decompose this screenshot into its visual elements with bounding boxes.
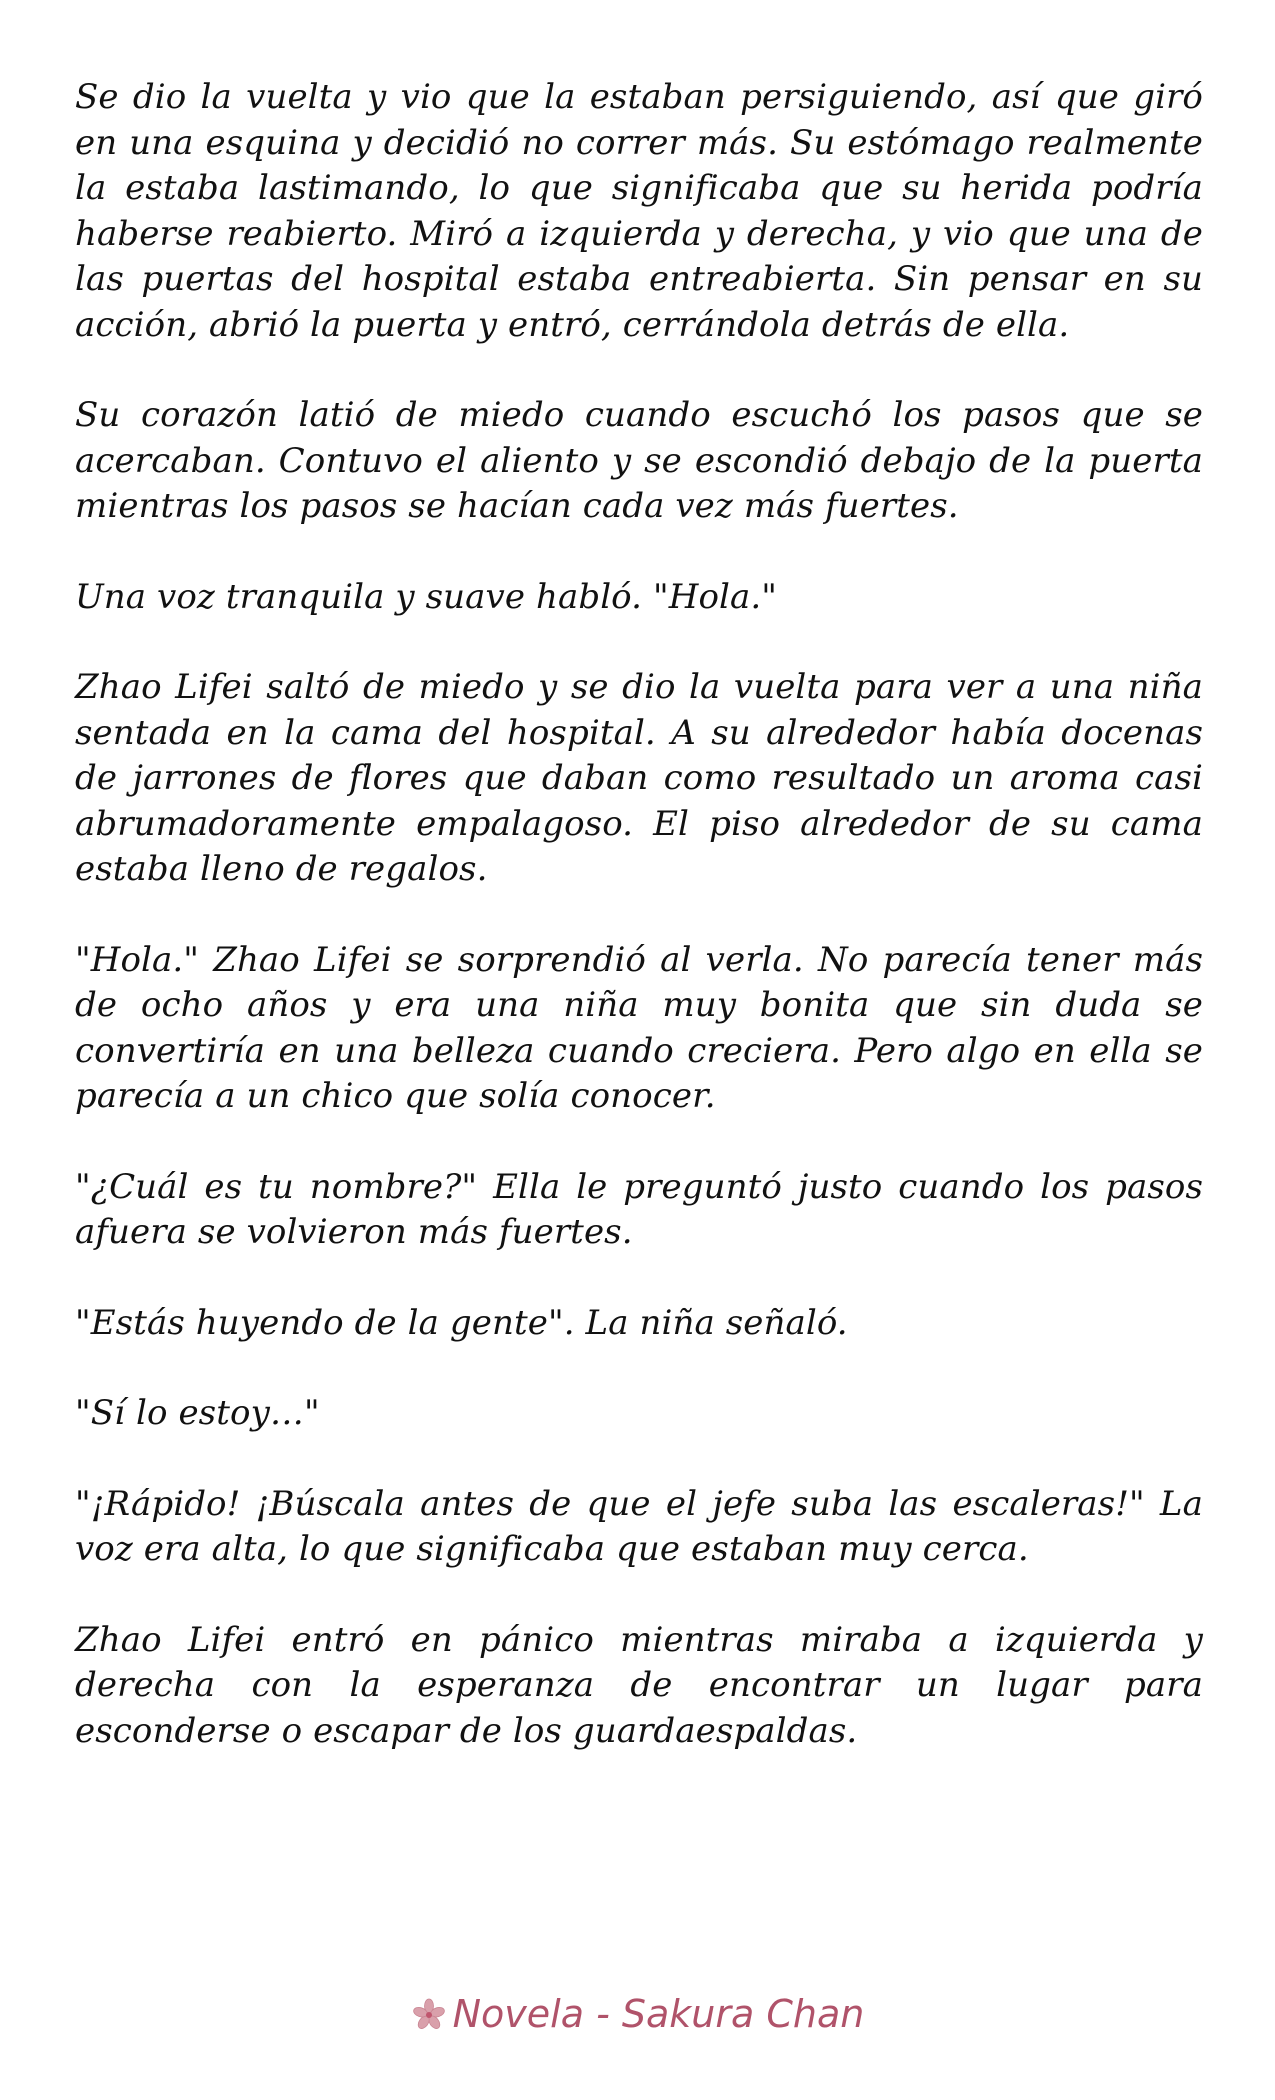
paragraph-6: "¿Cuál es tu nombre?" Ella le preguntó justo cuando los pasos afuera se volvieron más fuertes.: [75, 1166, 1203, 1252]
footer-watermark: [0, 1990, 1275, 2044]
footer-watermark-inner: [411, 1990, 865, 2038]
paragraph-2: Su corazón latió de miedo cuando escuchó los pasos que se acercaban. Contuvo el aliento y se escondió debajo de la puerta mientras los pasos se hacían cada vez más fuertes.: [75, 395, 1203, 526]
sakura-flower-icon: [411, 1996, 447, 2032]
document-page: [75, 75, 1203, 1799]
paragraph-10: Zhao Lifei entró en pánico mientras miraba a izquierda y derecha con la esperanza de encontrar un lugar para esconderse o escapar de los guardaespaldas.: [75, 1619, 1203, 1751]
paragraph-9: "¡Rápido! ¡Búscala antes de que el jefe suba las escaleras!" La voz era alta, lo que significaba que estaban muy cerca.: [75, 1483, 1203, 1569]
paragraph-5: "Hola." Zhao Lifei se sorprendió al verla. No parecía tener más de ocho años y era una niña muy bonita que sin duda se convertiría en una belleza cuando creciera. Pero algo en ella se parecía a un chico que solía conocer.: [75, 939, 1203, 1116]
paragraph-7: "Estás huyendo de la gente". La niña señaló.: [75, 1302, 848, 1343]
paragraph-8: "Sí lo estoy…": [75, 1393, 320, 1433]
paragraph-3: Una voz tranquila y suave habló. "Hola.": [75, 576, 778, 617]
footer-text: Novela - Sakura Chan: [452, 1992, 865, 2036]
paragraph-1: Se dio la vuelta y vio que la estaban persiguiendo, así que giró en una esquina y decidió no correr más. Su estómago realmente la estaba lastimando, lo que significaba que su herida podría haberse reabierto. Miró a izquierda y derecha, y vio que una de las puertas del hospital estaba entreabierta. Sin pensar en su acción, abrió la puerta y entró, cerrándola detrás de ella.: [75, 77, 1203, 345]
paragraph-4: Zhao Lifei saltó de miedo y se dio la vuelta para ver a una niña sentada en la cama del hospital. A su alrededor había docenas de jarrones de flores que daban como resultado un aroma casi abrumadoramente empalagoso. El piso alrededor de su cama estaba lleno de regalos.: [75, 667, 1203, 889]
